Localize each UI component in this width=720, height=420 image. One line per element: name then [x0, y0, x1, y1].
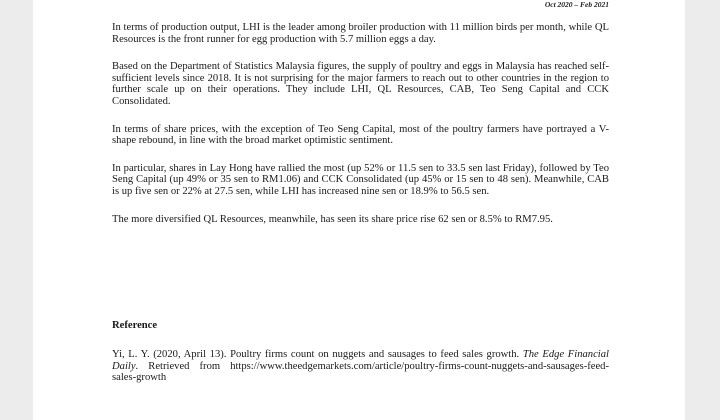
citation-retrieval: . Retrieved from https://www.theedgemarkets.com/article/poultry-firms-count-nuggets-and-sausages-feed-sales-growth	[112, 360, 609, 384]
document-page	[33, 0, 685, 420]
article-body	[112, 22, 609, 225]
reference-citation	[112, 349, 609, 384]
citation-text: Yi, L. Y. (2020, April 13). Poultry firms count on nuggets and sausages to feed sales growth.	[112, 349, 520, 360]
paragraph-ql-resources: The more diversified QL Resources, meanwhile, has seen its share price rise 62 sen or 8.5% to RM7.95.	[112, 213, 553, 225]
paragraph-share-prices: In terms of share prices, with the exception of Teo Seng Capital, most of the poultry farmers have portrayed a V-shape rebound, in line with the broad market optimistic sentiment.	[112, 123, 609, 147]
paragraph-production-output: In terms of production output, LHI is the leader among broiler production with 11 million birds per month, while QL Resources is the front runner for egg production with 5.7 million eggs a day.	[112, 22, 609, 45]
citation-journal: The Edge Financial Daily	[112, 349, 609, 372]
paragraph-share-rally: In particular, shares in Lay Hong have rallied the most (up 52% or 11.5 sen to 33.5 sen last Friday), followed by Teo Seng Capital (up 49% or 35 sen to RM1.06) and CCK Consolidated (up 45% or 15 sen to 48 sen). Meanwhile, CAB is up five sen or 22% at 27.5 sen, while LHI has increased nine sen or 18.9% to 56.5 sen.	[112, 162, 609, 197]
header-date-range: Oct 2020 – Feb 2021	[544, 0, 609, 9]
reference-heading: Reference	[112, 320, 158, 331]
paragraph-self-sufficiency: Based on the Department of Statistics Malaysia figures, the supply of poultry and eggs in Malaysia has reached self-sufficient levels since 2018. It is not surprising for the major farmers to reach out to other countries in the region to further scale up on their operations. They include LHI, QL Resources, CAB, Teo Seng Capital and CCK Consolidated.	[112, 61, 609, 107]
